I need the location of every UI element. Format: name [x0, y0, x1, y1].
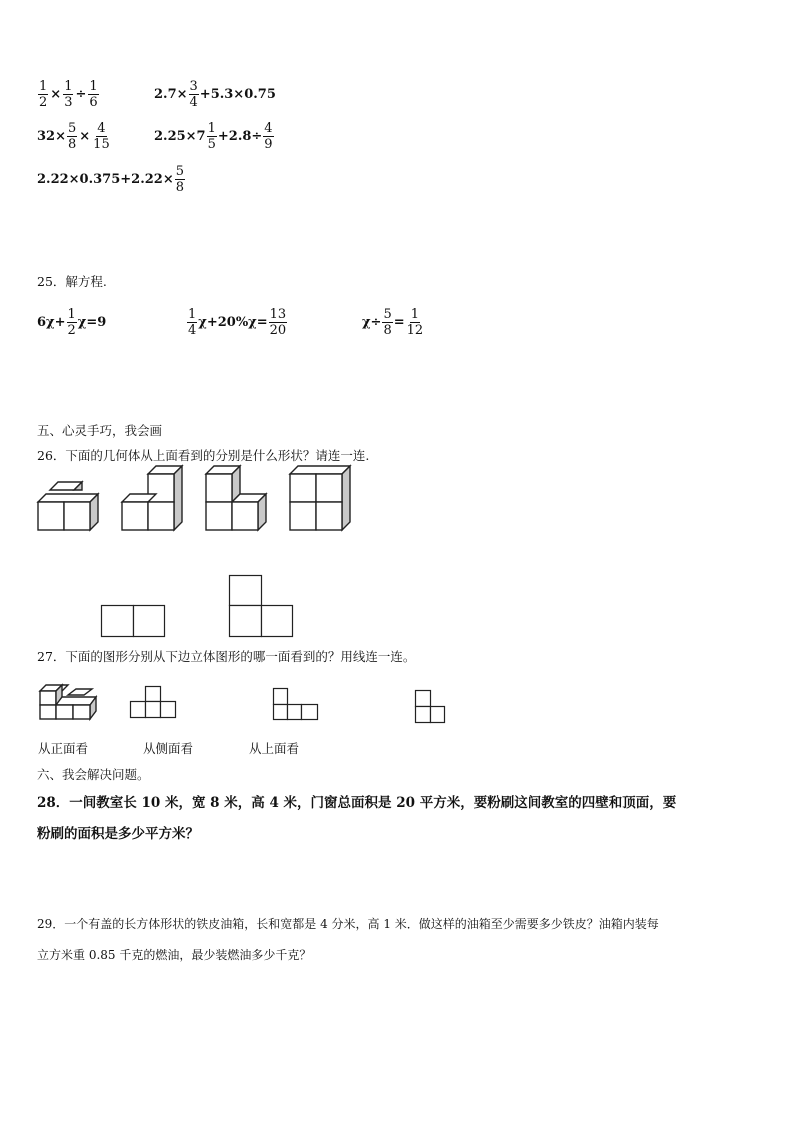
calc-expression-2: 2.7× $\frac{3}{4}$ +5.3×0.75 — [154, 79, 276, 110]
fraction: $\frac{5}{8}$ — [175, 164, 184, 195]
calc-expression-4: 2.25×7 $\frac{1}{5}$ +2.8÷ $\frac{4}{9}$ — [154, 121, 273, 152]
label-front-view: 从正面看 — [38, 741, 89, 756]
q27-view-c — [415, 690, 449, 726]
fraction: $\frac{1}{12}$ — [406, 307, 424, 338]
solid-4-two-by-two-cubes — [290, 470, 354, 532]
question-25-title: 25．解方程. — [37, 274, 107, 289]
question-29-line-1: 29．一个有盖的长方体形状的铁皮油箱，长和宽都是 4 分米，高 1 米．做这样的油箱至少需要多少铁皮？油箱内装每 — [37, 917, 659, 931]
label-top-view: 从上面看 — [249, 741, 300, 756]
calc-expression-1: $\frac{1}{2}$ × $\frac{1}{3}$ ÷ $\frac{1}{6}$ — [39, 79, 98, 110]
fraction: $\frac{1}{2}$ — [39, 79, 48, 110]
calc-expression-5: 2.22×0.375+2.22× $\frac{5}{8}$ — [37, 164, 184, 195]
fraction: $\frac{1}{4}$ — [188, 307, 197, 338]
question-27-title: 27．下面的图形分别从下边立体图形的哪一面看到的？用线连一连。 — [37, 649, 416, 664]
q27-solid — [40, 683, 104, 721]
solid-1-two-cubes-stacked-back — [38, 486, 102, 532]
fraction: $\frac{1}{3}$ — [64, 79, 73, 110]
fraction: $\frac{13}{20}$ — [269, 307, 287, 338]
top-view-two-squares — [101, 605, 167, 639]
question-28-line-1: 28．一间教室长 10 米，宽 8 米，高 4 米，门窗总面积是 20 平方米，要粉刷这间教室的四壁和顶面，要 — [37, 795, 677, 811]
label-side-view: 从侧面看 — [143, 741, 194, 756]
fraction: $\frac{5}{8}$ — [383, 307, 392, 338]
fraction: $\frac{4}{15}$ — [93, 121, 110, 152]
equation-1: 6χ+ $\frac{1}{2}$ χ=9 — [37, 307, 107, 338]
fraction: $\frac{1}{2}$ — [67, 307, 76, 338]
solid-3-l-shape-left — [206, 470, 270, 532]
question-26-title: 26．下面的几何体从上面看到的分别是什么形状？请连一连. — [37, 448, 370, 463]
fraction: $\frac{1}{5}$ — [207, 121, 216, 152]
equation-2: $\frac{1}{4}$ χ+20%χ= $\frac{13}{20}$ — [188, 307, 287, 338]
equation-3: χ÷ $\frac{5}{8}$ = $\frac{1}{12}$ — [362, 307, 424, 338]
question-29-line-2: 立方米重 0.85 千克的燃油，最少装燃油多少千克？ — [37, 948, 312, 962]
top-view-l-shape — [229, 575, 295, 639]
section-5-heading: 五、心灵手巧，我会画 — [37, 423, 163, 438]
fraction: $\frac{1}{6}$ — [89, 79, 98, 110]
fraction: $\frac{4}{9}$ — [264, 121, 273, 152]
solid-2-l-shape — [122, 470, 186, 532]
section-6-heading: 六、我会解决问题。 — [37, 767, 150, 782]
question-28-line-2: 粉刷的面积是多少平方米？ — [37, 826, 199, 842]
calc-expression-3: 32× $\frac{5}{8}$ × $\frac{4}{15}$ — [37, 121, 110, 152]
fraction: $\frac{3}{4}$ — [189, 79, 198, 110]
q27-view-a — [130, 686, 180, 720]
fraction: $\frac{5}{8}$ — [67, 121, 77, 152]
q27-view-b — [273, 688, 321, 722]
